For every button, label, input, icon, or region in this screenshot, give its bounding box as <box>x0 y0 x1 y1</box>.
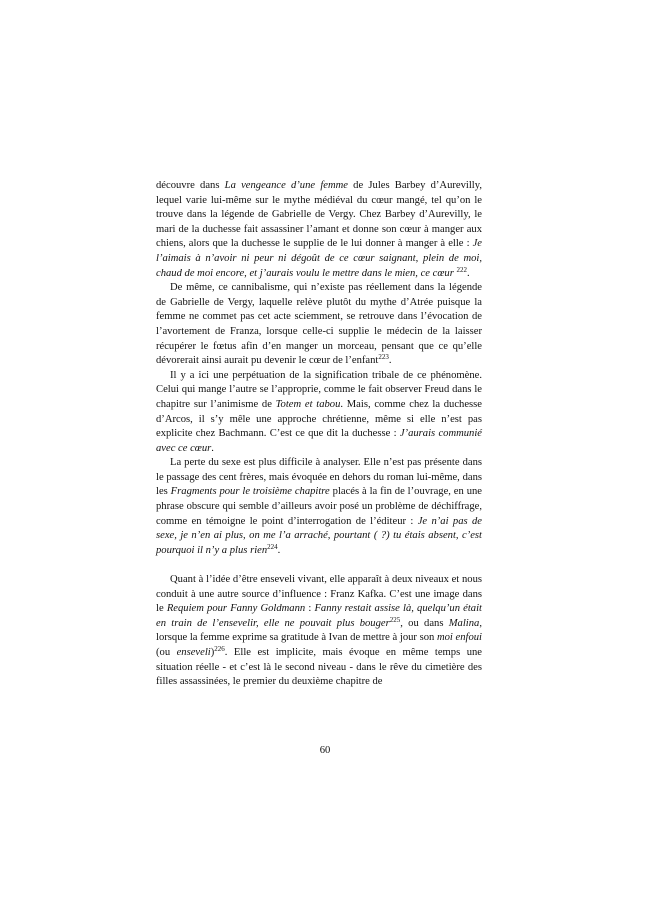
italic-text: enseveli <box>176 647 211 658</box>
text-run: De même, ce cannibalisme, qui n’existe pas réellement dans la légende de Gabrielle de Vergy, laquelle relève plutôt du mythe d’Atrée puisque la femme ne commet pas cet acte sciemment, se retrouve dans l’évocation de l’avortement de Franza, lorsque celle-ci supplie le médecin de la laisser récupérer le fœtus afin d’en manger un morceau, pensant que ce qu’elle dévorerait ainsi aurait pu devenir le cœur de l’enfant <box>156 282 482 367</box>
italic-text: moi enfoui <box>436 632 482 644</box>
paragraph <box>156 369 482 457</box>
text-run: . <box>277 544 281 556</box>
italic-text: Requiem pour Fanny Goldmann <box>166 603 306 615</box>
text-run: . <box>211 442 214 454</box>
text-run: , lorsque la femme exprime sa gratitude à Ivan de mettre à jour son <box>156 617 482 644</box>
text-run: découvre dans <box>156 180 225 191</box>
footnote-ref: 224 <box>267 542 278 551</box>
paragraph <box>156 456 482 558</box>
text-run: (ou <box>156 647 177 658</box>
text-run: . <box>388 355 392 367</box>
text-run: . Mais, comme chez la duchesse d’Arcos, il s’y mêle une approche chrétienne, même si elle n’est pas explicite chez Bachmann. C’est ce que dit la duchesse : <box>156 398 482 440</box>
text-run: . Elle est implicite, mais évoque en même temps une situation réelle - et c’est là le second niveau - dans le rêve du cimetière des filles assassinées, le premier du deuxième chapitre de <box>156 647 482 688</box>
italic-text: Malina <box>448 617 480 629</box>
footnote-ref: 223 <box>378 353 389 362</box>
text-run: de Jules Barbey d’Aurevilly, lequel varie lui-même sur le mythe médiéval du cœur mangé, tel qu’on le trouve dans la légende de Gabrielle de Vergy. Chez Barbey d’Aurevilly, le mari de la duchesse fait assassiner l’amant et donne son cœur à manger aux chiens, alors que la duchesse le supplie de le lui donner à manger à elle : <box>156 180 482 250</box>
footnote-ref: 226 <box>214 645 225 653</box>
text-run: La perte du sexe est plus difficile à analyser. Elle n’est pas présente dans le passage des cent frères, mais évoquée en dehors du roman lui-même, dans les <box>156 457 482 498</box>
italic-text: J’aurais communié avec ce cœur <box>156 428 483 454</box>
text-run: . <box>466 267 470 279</box>
text-run: Quant à l’idée d’être enseveli vivant, elle apparaît à deux niveaux et nous conduit à une autre source d’influence : Franz Kafka. C’est une image dans le <box>156 574 482 615</box>
page-number: 60 <box>319 745 331 756</box>
paragraph <box>156 573 482 690</box>
italic-text: Totem et tabou <box>275 398 341 410</box>
text-run: : <box>305 603 315 615</box>
paragraph <box>156 179 482 281</box>
italic-text: Fragments pour le troisième chapitre <box>170 486 330 498</box>
text-run: placés à la fin de l’ouvrage, en une phrase obscure qui semble d’ailleurs avoir posé un problème de déchiffrage, comme en témoigne le point d’interrogation de l’éditeur : <box>156 486 482 527</box>
page-body <box>156 179 482 690</box>
text-run: , ou dans <box>400 617 449 629</box>
italic-text: Fanny restait assise là, quelqu’un était en train de l’ensevelir, elle ne pouvait plus bouger <box>156 603 482 629</box>
footnote-ref: 222 <box>456 265 467 274</box>
text-run: Il y a ici une perpétuation de la signification tribale de ce phénomène. Celui qui mange l’autre se l’approprie, comme le fait observer Freud dans le chapitre sur l’animisme de <box>156 369 482 410</box>
italic-text: Je l’aimais à n’avoir ni peur ni dégoût de ce cœur saignant, plein de moi, chaud de moi encore, et j’aurais voulu le mettre dans le mien, ce cœur <box>156 238 482 279</box>
text-run: ) <box>210 647 215 658</box>
paragraph <box>156 281 482 369</box>
italic-text: Je n’ai pas de sexe, je n’en ai plus, on me l’a arraché, pourtant ( ?) tu étais absent, c’est pourquoi il n’y a plus rien <box>156 515 482 556</box>
footnote-ref: 225 <box>389 615 401 624</box>
italic-text: La vengeance d’une femme <box>224 180 348 191</box>
